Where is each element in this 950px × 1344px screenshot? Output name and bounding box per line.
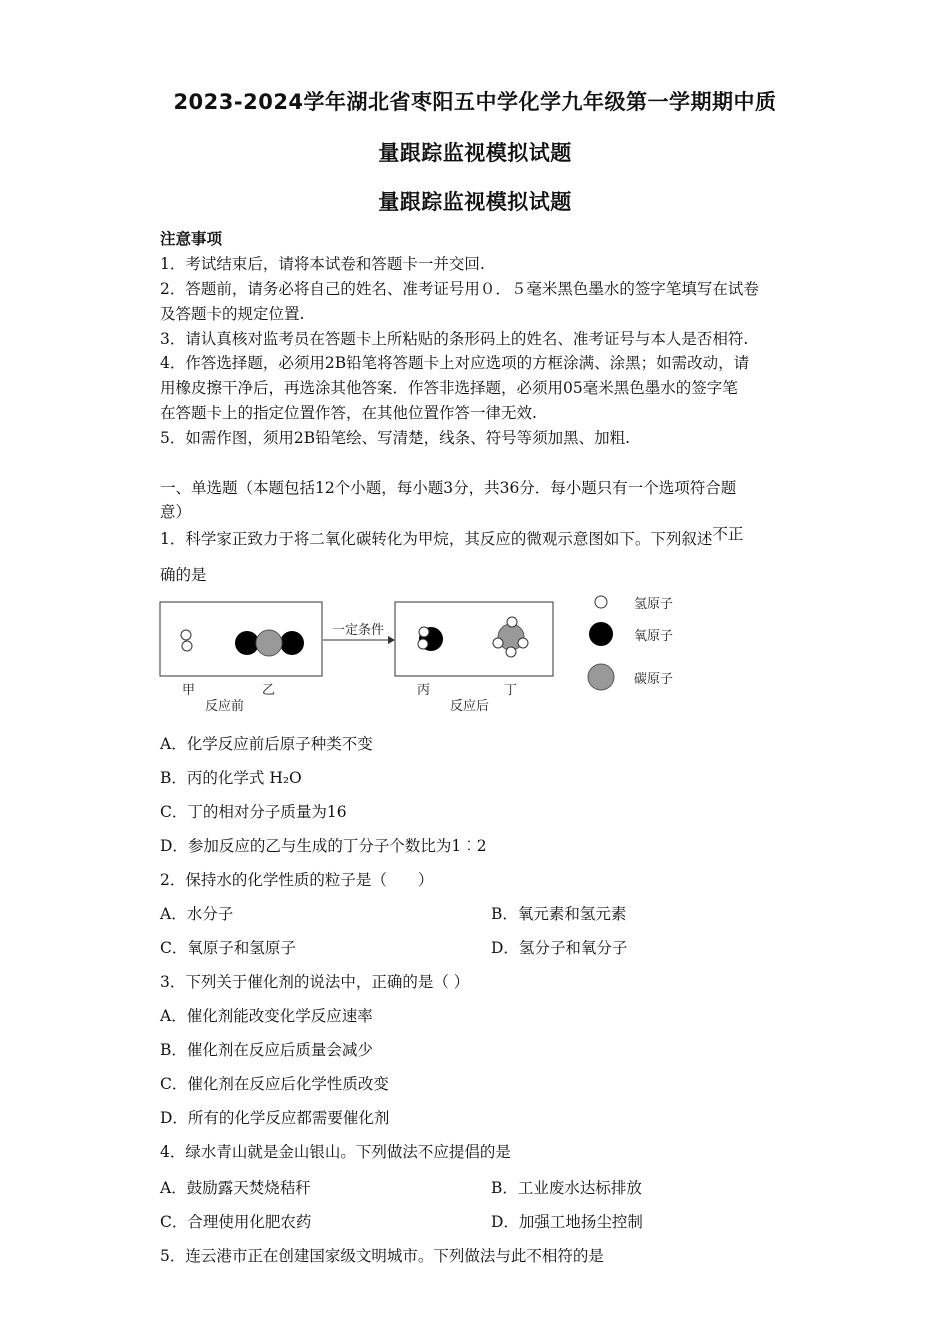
question-2-option-a: A．水分子 <box>160 905 234 923</box>
question-2-stem: 2．保持水的化学性质的粒子是（ ） <box>160 871 434 889</box>
hydrogen-atom <box>182 641 192 651</box>
carbon-atom <box>256 630 282 656</box>
title-line-2: 量跟踪监视模拟试题 <box>378 141 572 165</box>
question-4-option-a: A．鼓励露天焚烧秸秆 <box>160 1179 311 1197</box>
question-1-stem-cont: 确的是 <box>160 566 207 584</box>
hydrogen-atom <box>419 627 429 637</box>
arrow-head-icon <box>388 636 395 644</box>
section-heading-cont: 意） <box>160 503 192 521</box>
label-before: 反应前 <box>205 699 245 714</box>
question-2-option-d: D．氢分子和氧分子 <box>491 939 628 957</box>
legend-oxygen-icon <box>589 622 613 646</box>
question-3-option-a: A．催化剂能改变化学反应速率 <box>160 1007 373 1025</box>
question-3-stem: 3．下列关于催化剂的说法中，正确的是（ ） <box>160 973 470 991</box>
notice-item: 及答题卡的规定位置. <box>160 305 305 323</box>
notice-item: 4．作答选择题，必须用2B铅笔将答题卡上对应选项的方框涂满、涂黑；如需改动，请 <box>160 354 750 372</box>
question-4-option-c: C．合理使用化肥农药 <box>160 1213 312 1231</box>
notice-item: 用橡皮擦干净后，再选涂其他答案．作答非选择题，必须用05毫米黑色墨水的签字笔 <box>160 379 738 397</box>
hydrogen-atom <box>518 638 528 648</box>
notice-item: 在答题卡上的指定位置作答，在其他位置作答一律无效. <box>160 404 537 422</box>
question-3-option-c: C．催化剂在反应后化学性质改变 <box>160 1075 389 1093</box>
label-after: 反应后 <box>450 699 490 714</box>
question-4-stem: 4．绿水青山就是金山银山。下列做法不应提倡的是 <box>160 1143 511 1161</box>
legend-carbon: 碳原子 <box>634 672 674 687</box>
question-1-option-b: B．丙的化学式 H₂O <box>160 769 302 787</box>
label-yi: 乙 <box>262 683 276 698</box>
question-2-option-c: C．氧原子和氢原子 <box>160 939 296 957</box>
hydrogen-atom <box>507 617 517 627</box>
reaction-condition: 一定条件 <box>331 623 385 638</box>
label-ding: 丁 <box>504 683 518 698</box>
notice-item: 3．请认真核对监考员在答题卡上所粘贴的条形码上的姓名、准考证号与本人是否相符. <box>160 330 749 348</box>
hydrogen-atom <box>181 630 191 640</box>
question-4-option-b: B．工业废水达标排放 <box>491 1179 642 1197</box>
title-line-1: 2023-2024学年湖北省枣阳五中学化学九年级第一学期期中质 <box>173 90 777 114</box>
notice-item: 1．考试结束后，请将本试卷和答题卡一并交回. <box>160 255 485 273</box>
after-box <box>395 602 553 676</box>
title-line-3: 量跟踪监视模拟试题 <box>378 190 572 214</box>
label-jia: 甲 <box>182 683 196 698</box>
hydrogen-atom <box>493 638 503 648</box>
question-1-option-a: A．化学反应前后原子种类不变 <box>160 735 373 753</box>
reaction-diagram <box>155 590 715 720</box>
hydrogen-atom <box>506 647 516 657</box>
legend-hydrogen-icon <box>595 596 607 608</box>
question-1-option-c: C．丁的相对分子质量为16 <box>160 803 347 821</box>
legend-hydrogen: 氢原子 <box>634 597 674 612</box>
oxygen-atom <box>280 631 304 655</box>
notice-heading: 注意事项 <box>160 229 223 248</box>
question-1-stem <box>160 527 743 549</box>
hydrogen-atom <box>418 639 428 649</box>
oxygen-atom <box>235 631 259 655</box>
question-3-option-d: D．所有的化学反应都需要催化剂 <box>160 1109 390 1127</box>
section-heading: 一、单选题（本题包括12个小题，每小题3分，共36分．每小题只有一个选项符合题 <box>160 479 737 497</box>
question-1-option-d: D．参加反应的乙与生成的丁分子个数比为1︰2 <box>160 837 487 855</box>
question-2-option-b: B．氧元素和氢元素 <box>491 905 627 923</box>
legend-carbon-icon <box>588 664 614 690</box>
label-bing: 丙 <box>417 683 431 698</box>
question-3-option-b: B．催化剂在反应后质量会减少 <box>160 1041 373 1059</box>
notice-item: 5．如需作图，须用2B铅笔绘、写清楚，线条、符号等须加黑、加粗. <box>160 429 631 447</box>
legend-oxygen: 氧原子 <box>634 629 674 644</box>
question-4-option-d: D．加强工地扬尘控制 <box>491 1213 643 1231</box>
question-1-stem-tail: 不正 <box>712 525 744 543</box>
notice-item: 2．答题前，请务必将自己的姓名、准考证号用０．５毫米黑色墨水的签字笔填写在试卷 <box>160 280 759 298</box>
question-5-stem: 5．连云港市正在创建国家级文明城市。下列做法与此不相符的是 <box>160 1247 604 1265</box>
question-1-stem-text: 1．科学家正致力于将二氧化碳转化为甲烷，其反应的微观示意图如下。下列叙述 <box>160 530 713 548</box>
